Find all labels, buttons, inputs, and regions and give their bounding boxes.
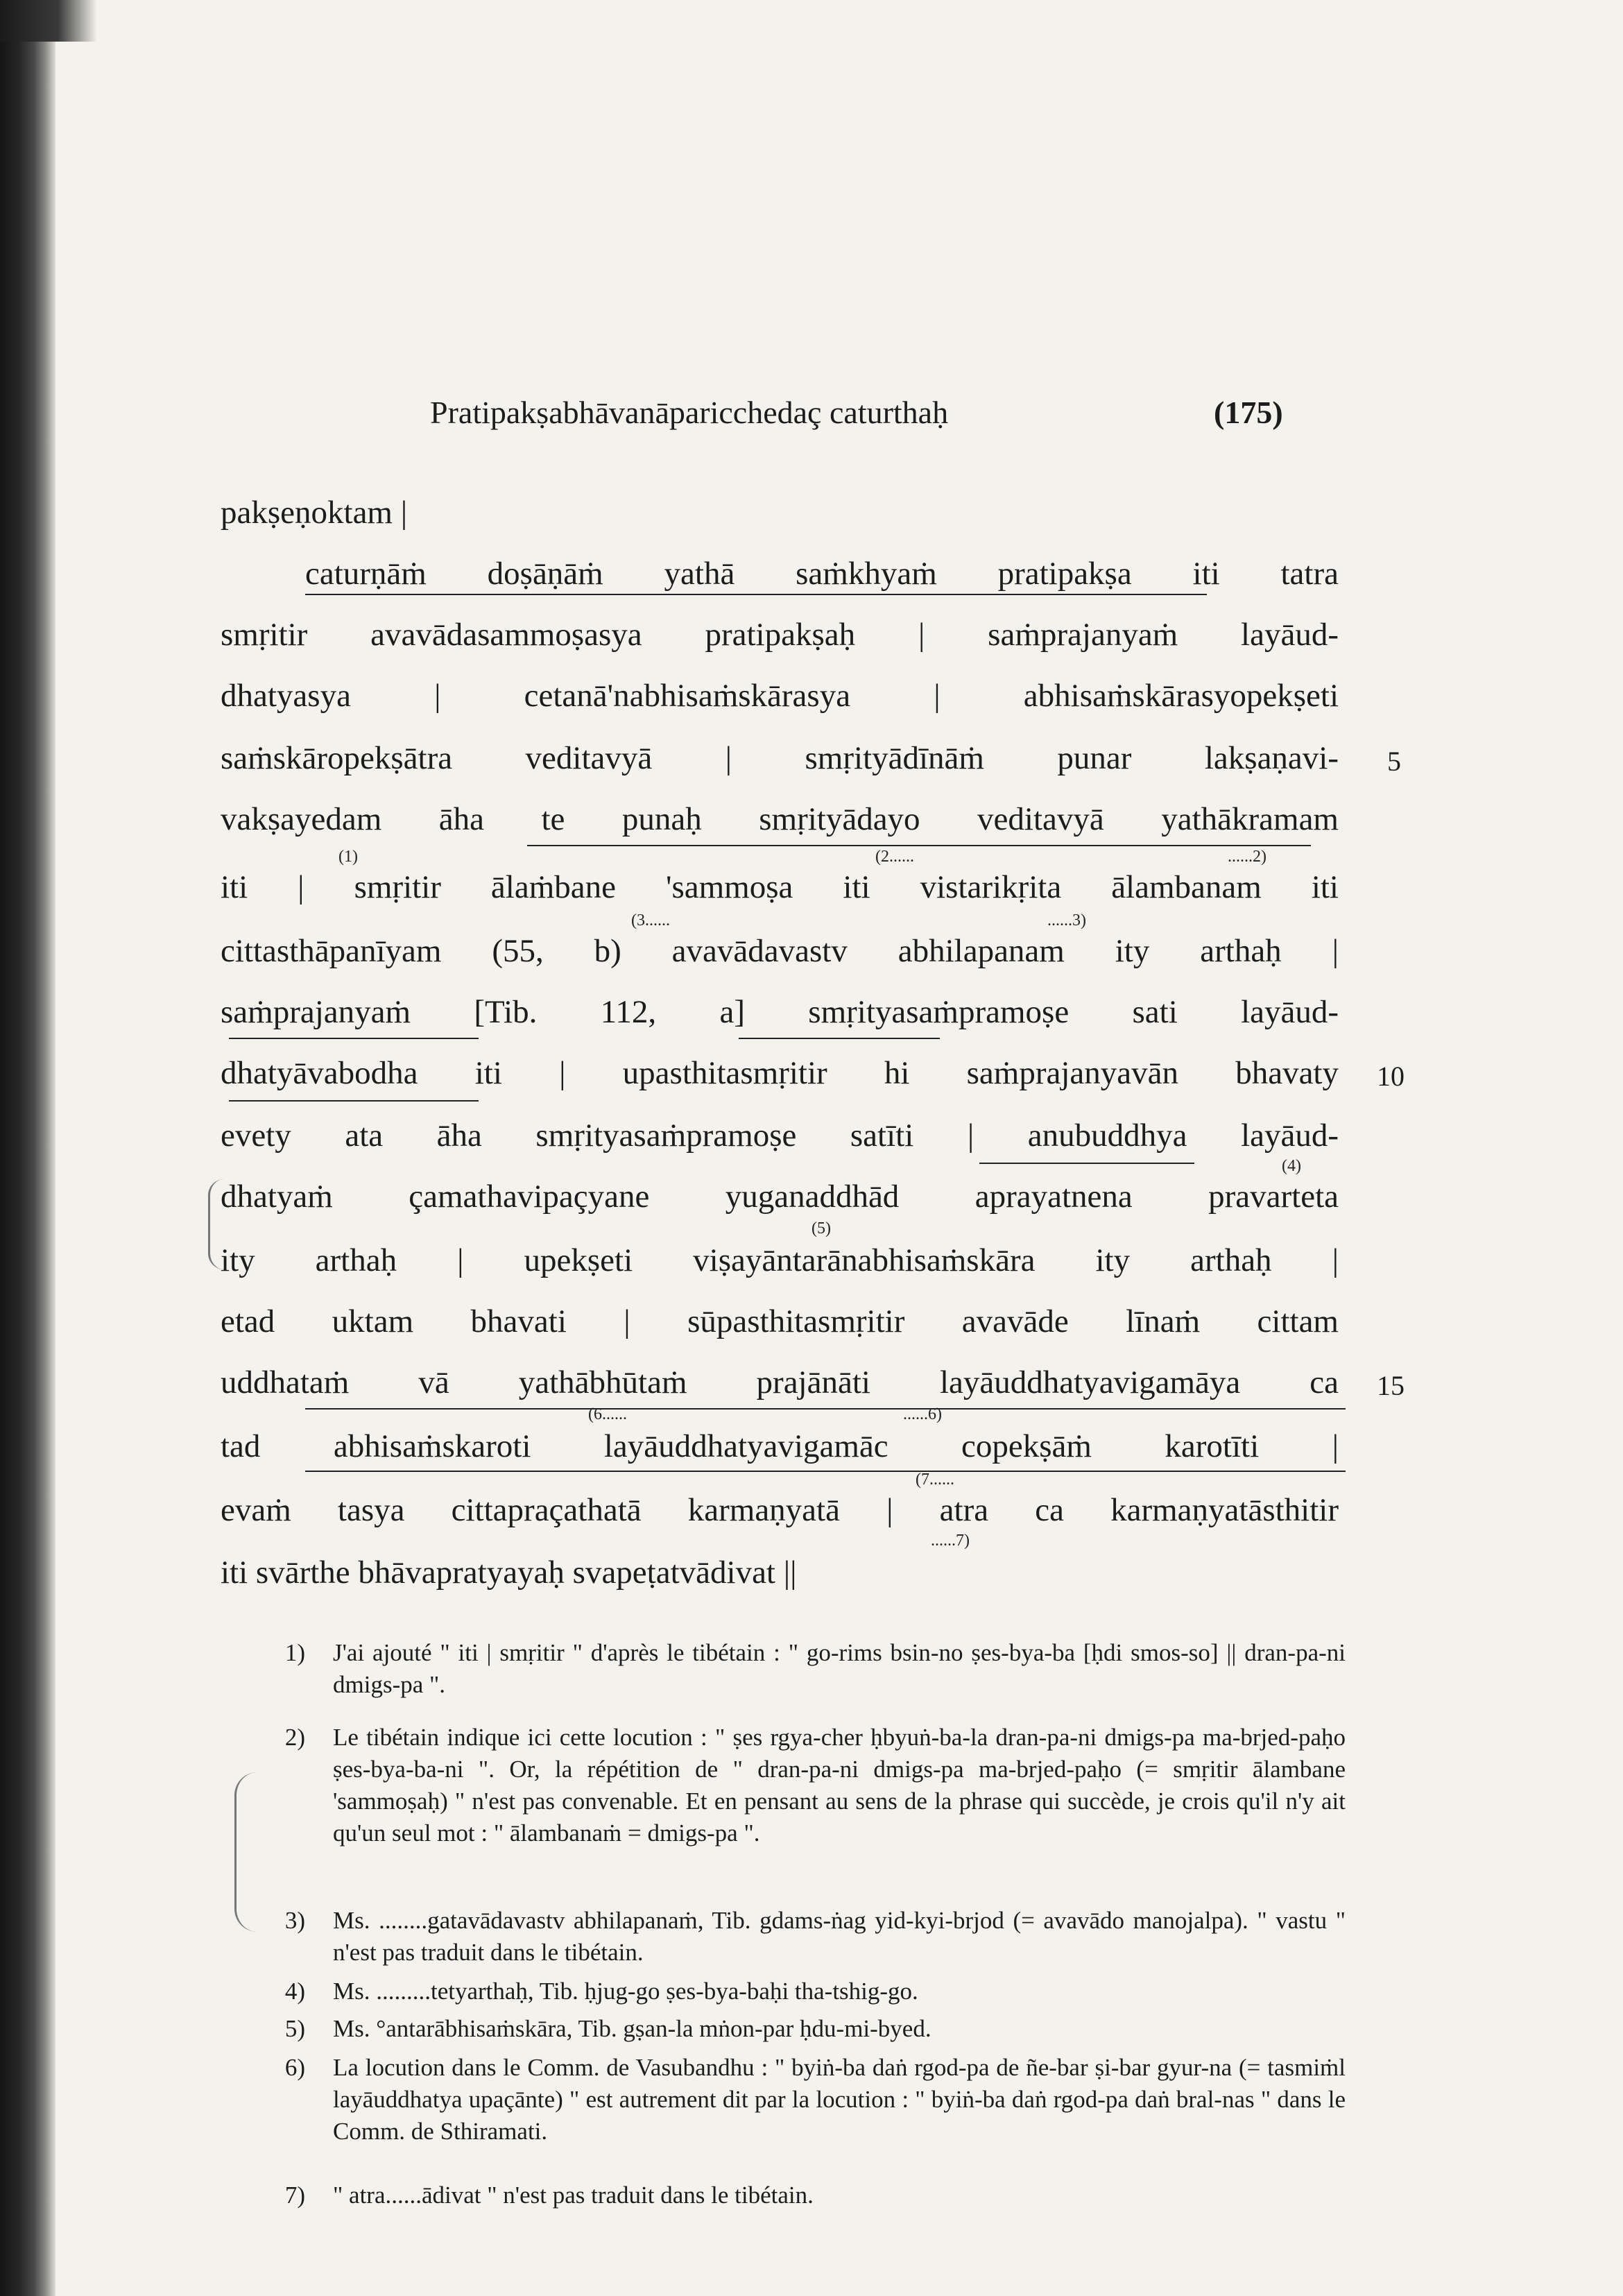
line-number: 10 (1377, 1061, 1405, 1092)
footnote-text: Ms. °antarābhisaṁskāra, Tib. gṣan-la mṅon-par ḥdu-mi-byed. (333, 2015, 931, 2042)
body-line: evaṁ tasya cittapraçathatā karmaṇyatā | atra ca karmaṇyatāsthitir (221, 1492, 1339, 1528)
body-line: vakṣayedam āha te punaḥ smṛityādayo veditavyā yathākramam (221, 801, 1339, 837)
body-line: dhatyaṁ çamathavipaçyane yuganaddhād aprayatnena pravarteta (221, 1179, 1339, 1215)
note-marker: (1) (338, 848, 358, 866)
running-header (430, 394, 1290, 449)
page-number: (175) (1214, 395, 1283, 430)
text-underline (527, 845, 1311, 846)
pencil-mark (234, 1772, 257, 1932)
body-line: iti | smṛitir ālaṁbane 'sammoṣa iti vistarikṛita ālambanam iti (221, 869, 1339, 905)
header-title: Pratipakṣabhāvanāparicchedaç caturthaḥ (430, 395, 949, 430)
line-number: 5 (1387, 746, 1401, 777)
body-line: pakṣeṇoktam | (221, 495, 408, 531)
note-marker: (2...... (875, 848, 914, 866)
body-line: saṁskāropekṣātra veditavyā | smṛityādīnāṁ punar lakṣaṇavi- (221, 740, 1339, 776)
footnote-number: 6) (284, 2054, 305, 2081)
body-line: ity arthaḥ | upekṣeti viṣayāntarānabhisaṁskāra ity arthaḥ | (221, 1242, 1339, 1278)
text-underline (979, 1163, 1194, 1164)
note-marker: (4) (1282, 1157, 1301, 1175)
text-underline (305, 594, 1207, 595)
footnote-number: 2) (284, 1724, 305, 1751)
note-marker: ......6) (903, 1405, 942, 1423)
footnote-text: Ms. ........gatavādavastv abhilapanaṁ, Tib. gdams-ṅag yid-kyi-brjod (= avavādo manojalpa). " vastu " n'est pas traduit dans le tibétain. (333, 1907, 1346, 1966)
body-line: smṛitir avavādasammoṣasya pratipakṣaḥ | saṁprajanyaṁ layāud- (221, 617, 1339, 653)
note-marker: (7...... (916, 1471, 954, 1489)
body-line: dhatyasya | cetanā'nabhisaṁskārasya | abhisaṁskārasyopekṣeti (221, 678, 1339, 714)
body-line: uddhataṁ vā yathābhūtaṁ prajānāti layāuddhatyavigamāya ca (221, 1364, 1339, 1400)
note-marker: (5) (812, 1219, 831, 1237)
note-marker: (6...... (588, 1405, 627, 1423)
body-line: saṁprajanyaṁ [Tib. 112, a] smṛityasaṁpramoṣe sati layāud- (221, 994, 1339, 1030)
footnote-number: 3) (284, 1907, 305, 1934)
note-marker: ......3) (1047, 911, 1086, 929)
footnote-number: 5) (284, 2015, 305, 2042)
body-line: iti svārthe bhāvapratyayaḥ svapeṭatvādivat || (221, 1554, 797, 1591)
note-marker: ......2) (1228, 848, 1266, 866)
footnote-number: 7) (284, 2182, 305, 2209)
text-underline (739, 1038, 940, 1039)
pencil-mark (208, 1179, 224, 1269)
footnote-text: " atra......ādivat " n'est pas traduit dans le tibétain. (333, 2182, 814, 2209)
footnote-text: J'ai ajouté " iti | smṛitir " d'après le tibétain : " go-rims bsin-no ṣes-bya-ba [ḥdi smos-so] || dran-pa-ni dmigs-pa ". (333, 1639, 1346, 1698)
note-marker: ......7) (931, 1532, 970, 1550)
body-line: evety ata āha smṛityasaṁpramoṣe satīti | anubuddhya layāud- (221, 1117, 1339, 1154)
footnote-text: Ms. .........tetyarthaḥ, Tib. ḥjug-go ṣes-bya-baḥi tha-tshig-go. (333, 1978, 918, 2005)
text-underline (305, 1408, 1346, 1410)
body-line: etad uktam bhavati | sūpasthitasmṛitir avavāde līnaṁ cittam (221, 1303, 1339, 1339)
text-underline (305, 1471, 1346, 1472)
footnote-text: Le tibétain indique ici cette locution : " ṣes rgya-cher ḥbyuṅ-ba-la dran-pa-ni dmigs-pa ma-brjed-paḥo ṣes-bya-ba-ni ". Or, la répétition de " dran-pa-ni dmigs-pa ma-brjed-paḥo (= smṛitir ālambane 'sammoṣaḥ) " n'est pas convenable. Et en pensant au sens de la phrase qui succède, je crois qu'il n'y ait qu'un seul mot : " ālambanaṁ = dmigs-pa ". (333, 1724, 1346, 1847)
text-underline (229, 1038, 479, 1039)
line-number: 15 (1377, 1370, 1405, 1401)
body-line: dhatyāvabodha iti | upasthitasmṛitir hi saṁprajanyavān bhavaty (221, 1055, 1339, 1091)
footnote-number: 4) (284, 1978, 305, 2005)
text-underline (229, 1100, 479, 1102)
body-line: cittasthāpanīyam (55, b) avavādavastv abhilapanam ity arthaḥ | (221, 933, 1339, 969)
footnote-number: 1) (284, 1639, 305, 1666)
body-line: caturṇāṁ doṣāṇāṁ yathā saṁkhyaṁ pratipakṣa iti tatra (305, 556, 1339, 592)
body-line: tad abhisaṁskaroti layāuddhatyavigamāc copekṣāṁ karotīti | (221, 1428, 1339, 1464)
footnote-text: La locution dans le Comm. de Vasubandhu : " byiṅ-ba daṅ rgod-pa de ñe-bar ṣi-bar gyur-na (= tasmiṁl layāuddhatya upaçānte) " est autrement dit par la locution : " byiṅ-ba daṅ rgod-pa daṅ bral-nas " dans le Comm. de Sthiramati. (333, 2054, 1346, 2145)
note-marker: (3...... (631, 911, 670, 929)
